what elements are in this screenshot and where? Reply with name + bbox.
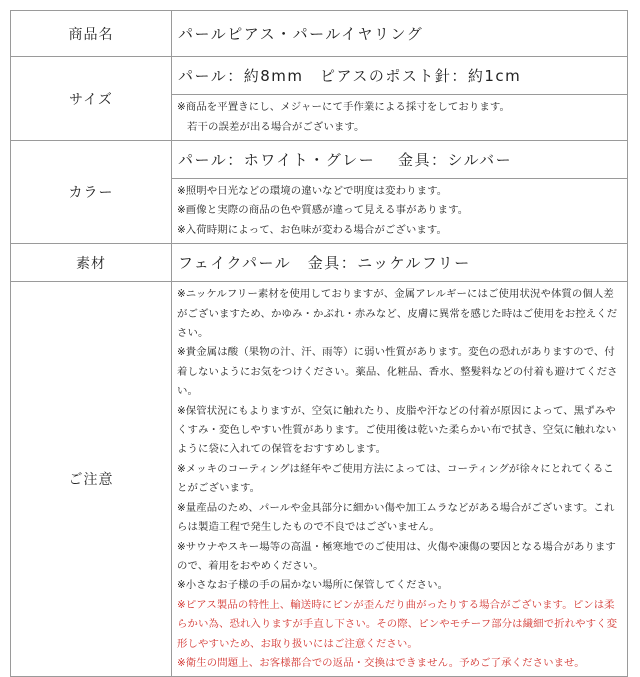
value-product-name: パールピアス・パールイヤリング (172, 11, 628, 57)
product-spec-table (10, 10, 628, 677)
label-color: カラー (11, 141, 172, 244)
caution-note-red: ※ピアス製品の特性上、輸送時にピンが歪んだり曲がったりする場合がございます。ピンは柔らかい為、恐れ入りますが手直し下さい。その際、ピンやモチーフ部分は繊細で折れやすく変形しやすいため、お取り扱いにはご注意ください。 (177, 598, 618, 650)
label-size: サイズ (11, 57, 172, 141)
color-note: ※入荷時期によって、お色味が変わる場合がございます。 (177, 223, 448, 236)
row-size (11, 57, 628, 95)
value-material: フェイクパール 金具：ニッケルフリー (172, 244, 628, 282)
value-color: パール：ホワイト・グレー 金具：シルバー (172, 141, 628, 179)
size-notes (172, 95, 628, 141)
color-notes (172, 179, 628, 244)
value-size: パール：約8mm ピアスのポスト針：約1cm (172, 57, 628, 95)
color-note: ※照明や日光などの環境の違いなどで明度は変わります。 (177, 185, 448, 197)
caution-note: ※小さなお子様の手の届かない場所に保管してください。 (177, 579, 449, 592)
size-note: ※商品を平置きにし、メジャーにて手作業による採寸をしております。 (177, 101, 510, 114)
caution-note: ※メッキのコーティングは経年やご使用方法によっては、コーティングが徐々にとれてくることがございます。 (177, 462, 614, 495)
caution-note: ※ニッケルフリー素材を使用しておりますが、金属アレルギーにはご使用状況や体質の個人差がございますため、かゆみ・かぶれ・赤みなど、皮膚に異常を感じた時はご使用をお控えください。 (177, 288, 618, 340)
caution-note: ※量産品のため、パールや金具部分に細かい傷や加工ムラなどがある場合がございます。これらは製造工程で発生したもので不良ではございません。 (177, 501, 615, 534)
label-product-name: 商品名 (11, 11, 172, 57)
row-caution (11, 282, 628, 677)
caution-note: ※貴金属は酸（果物の汁、汗、雨等）に弱い性質があります。変色の恐れがありますので、付着しないようにお気をつけください。薬品、化粧品、香水、整髪料などの付着も避けてください。 (177, 346, 618, 398)
caution-note: ※保管状況にもよりますが、空気に触れたり、皮脂や汗などの付着が原因によって、黒ずみやくすみ・変色しやすい性質があります。ご使用後は乾いた柔らかい布で拭き、空気に触れないように袋に入れての保管をおすすめします。 (177, 404, 617, 456)
row-product-name (11, 11, 628, 57)
label-caution: ご注意 (11, 282, 172, 677)
label-material: 素材 (11, 244, 172, 282)
row-color (11, 141, 628, 179)
caution-notes (172, 282, 628, 677)
row-material (11, 244, 628, 282)
caution-note: ※サウナやスキー場等の高温・極寒地でのご使用は、火傷や凍傷の要因となる場合がありますので、着用をおやめください。 (177, 540, 616, 572)
size-note: 若干の誤差が出る場合がございます。 (187, 120, 365, 133)
caution-note-red: ※衛生の問題上、お客様都合での返品・交換はできません。予めご了承くださいませ。 (177, 656, 585, 669)
color-note: ※画像と実際の商品の色や質感が違って見える事があります。 (177, 204, 469, 217)
